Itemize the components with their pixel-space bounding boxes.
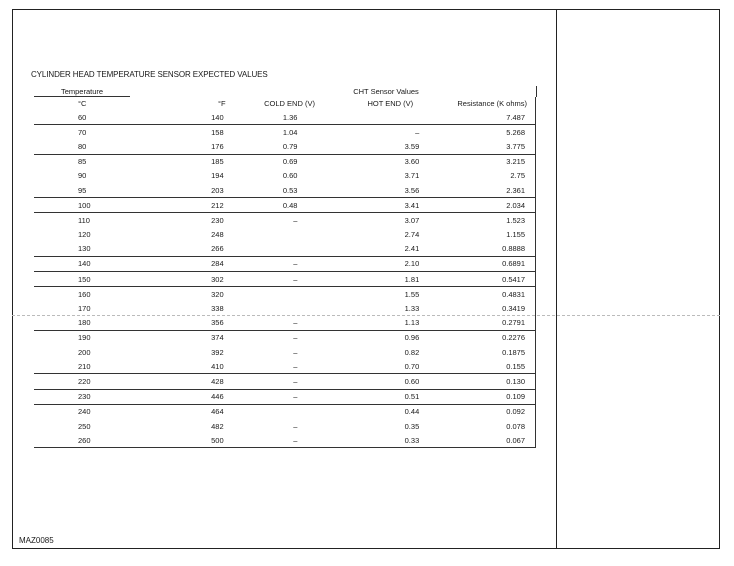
cell-celsius: 85: [78, 157, 87, 167]
cell-fahrenheit: 464: [211, 407, 224, 417]
table-row: [34, 272, 536, 287]
cell-celsius: 140: [78, 259, 91, 269]
cell-celsius: 240: [78, 407, 91, 417]
cell-resistance: 0.155: [506, 361, 526, 371]
cell-cold-end: –: [293, 361, 298, 371]
cell-hot-end: 0.51: [404, 392, 420, 402]
cell-resistance: 0.6891: [502, 259, 526, 269]
cell-hot-end: 0.96: [404, 333, 420, 343]
header-resistance: Resistance (K ohms): [457, 99, 527, 108]
cell-cold-end: –: [293, 376, 298, 386]
header-fahrenheit: °F: [218, 99, 226, 108]
header-cold-end: COLD END (V): [264, 99, 315, 108]
cell-resistance: 0.078: [506, 421, 526, 431]
cell-resistance: 0.130: [506, 376, 526, 386]
cell-fahrenheit: 302: [211, 274, 224, 284]
table-row: [34, 125, 536, 139]
cell-fahrenheit: 176: [211, 141, 224, 151]
cell-cold-end: –: [293, 215, 298, 225]
cell-fahrenheit: 212: [211, 200, 224, 210]
cell-celsius: 70: [78, 127, 87, 137]
cell-hot-end: –: [415, 127, 420, 137]
cell-resistance: 0.2791: [502, 318, 526, 328]
cell-fahrenheit: 230: [211, 215, 224, 225]
cell-celsius: 90: [78, 171, 87, 181]
sensor-values-table: [34, 86, 536, 448]
cell-celsius: 130: [78, 244, 91, 254]
cell-fahrenheit: 284: [211, 259, 224, 269]
cell-resistance: 1.155: [506, 230, 526, 240]
cell-resistance: 0.5417: [502, 274, 526, 284]
cell-resistance: 2.75: [510, 171, 526, 181]
cell-cold-end: –: [293, 259, 298, 269]
cell-fahrenheit: 338: [211, 304, 224, 314]
column-header-row: [34, 97, 536, 110]
cell-hot-end: 0.44: [404, 407, 420, 417]
group-header-row: [34, 86, 536, 97]
cell-celsius: 170: [78, 304, 91, 314]
cell-fahrenheit: 320: [211, 289, 224, 299]
cell-celsius: 210: [78, 361, 91, 371]
column-divider: [556, 9, 557, 549]
cell-hot-end: 0.82: [404, 347, 420, 357]
cell-hot-end: 3.71: [404, 171, 420, 181]
scan-artifact-line: [12, 315, 720, 317]
cell-resistance: 3.215: [506, 157, 526, 167]
cell-celsius: 100: [78, 200, 91, 210]
cell-fahrenheit: 158: [211, 127, 224, 137]
table-row: [34, 390, 536, 405]
cell-hot-end: 1.55: [404, 289, 420, 299]
table-body: [34, 97, 536, 448]
cell-resistance: 0.4831: [502, 289, 526, 299]
cell-cold-end: –: [293, 274, 298, 284]
cell-cold-end: –: [293, 333, 298, 343]
cell-cold-end: 0.79: [282, 141, 298, 151]
cell-celsius: 220: [78, 376, 91, 386]
table-row: [34, 331, 536, 345]
cell-hot-end: 2.41: [404, 244, 420, 254]
table-row: [34, 374, 536, 389]
cell-hot-end: 3.60: [404, 157, 420, 167]
table-row: [34, 405, 536, 419]
cell-fahrenheit: 392: [211, 347, 224, 357]
cell-hot-end: 1.33: [404, 304, 420, 314]
table-row: [34, 359, 536, 374]
cell-celsius: 120: [78, 230, 91, 240]
cell-cold-end: 0.69: [282, 157, 298, 167]
cell-hot-end: 3.41: [404, 200, 420, 210]
cell-cold-end: 0.48: [282, 200, 298, 210]
cell-fahrenheit: 410: [211, 361, 224, 371]
cell-resistance: 0.2276: [502, 333, 526, 343]
cell-hot-end: 2.10: [404, 259, 420, 269]
table-row: [34, 139, 536, 154]
cell-fahrenheit: 428: [211, 376, 224, 386]
cell-resistance: 2.361: [506, 185, 526, 195]
cell-fahrenheit: 482: [211, 421, 224, 431]
cell-resistance: 7.487: [506, 112, 526, 122]
cell-hot-end: 2.74: [404, 230, 420, 240]
table-row: [34, 242, 536, 257]
cell-celsius: 60: [78, 112, 87, 122]
table-row: [34, 287, 536, 301]
cell-fahrenheit: 446: [211, 392, 224, 402]
cell-cold-end: –: [293, 421, 298, 431]
table-row: [34, 183, 536, 198]
cell-celsius: 180: [78, 318, 91, 328]
cell-resistance: 0.067: [506, 435, 526, 445]
cell-cold-end: 0.60: [282, 171, 298, 181]
table-row: [34, 169, 536, 183]
cell-hot-end: 0.60: [404, 376, 420, 386]
cell-celsius: 230: [78, 392, 91, 402]
cell-fahrenheit: 248: [211, 230, 224, 240]
cell-resistance: 0.3419: [502, 304, 526, 314]
cell-celsius: 260: [78, 435, 91, 445]
table-row: [34, 345, 536, 359]
cell-hot-end: 3.07: [404, 215, 420, 225]
cell-cold-end: 1.04: [282, 127, 298, 137]
cell-hot-end: 3.56: [404, 185, 420, 195]
table-row: [34, 419, 536, 433]
cell-resistance: 1.523: [506, 215, 526, 225]
cell-celsius: 110: [78, 215, 90, 225]
sensor-group-header: CHT Sensor Values: [353, 87, 419, 96]
cell-celsius: 200: [78, 347, 91, 357]
cell-cold-end: 0.53: [282, 185, 298, 195]
cell-fahrenheit: 374: [211, 333, 224, 343]
cell-cold-end: –: [293, 435, 298, 445]
cell-celsius: 160: [78, 289, 91, 299]
table-row: [34, 110, 536, 125]
table-row: [34, 228, 536, 242]
table-row: [34, 213, 536, 227]
cell-hot-end: 1.81: [404, 274, 420, 284]
document-title: CYLINDER HEAD TEMPERATURE SENSOR EXPECTED VALUES: [31, 70, 268, 79]
cell-fahrenheit: 356: [211, 318, 224, 328]
cell-fahrenheit: 500: [211, 435, 224, 445]
cell-hot-end: 0.33: [404, 435, 420, 445]
cell-resistance: 3.775: [506, 141, 526, 151]
cell-fahrenheit: 194: [211, 171, 224, 181]
cell-cold-end: –: [293, 392, 298, 402]
cell-hot-end: 0.70: [404, 361, 420, 371]
cell-cold-end: 1.36: [282, 112, 298, 122]
cell-resistance: 0.1875: [502, 347, 526, 357]
table-row: [34, 198, 536, 213]
table-row: [34, 433, 536, 448]
table-right-rule: [536, 86, 537, 97]
table-row: [34, 316, 536, 331]
cell-celsius: 250: [78, 421, 91, 431]
cell-fahrenheit: 185: [211, 157, 224, 167]
table-row: [34, 257, 536, 272]
header-celsius: °C: [78, 99, 87, 108]
table-row: [34, 155, 536, 169]
cell-resistance: 5.268: [506, 127, 526, 137]
cell-celsius: 95: [78, 185, 87, 195]
cell-hot-end: 1.13: [404, 318, 420, 328]
cell-resistance: 2.034: [506, 200, 526, 210]
figure-code: MAZ0085: [19, 536, 54, 545]
cell-resistance: 0.092: [506, 407, 526, 417]
cell-fahrenheit: 203: [211, 185, 224, 195]
cell-fahrenheit: 266: [211, 244, 224, 254]
cell-celsius: 150: [78, 274, 91, 284]
cell-hot-end: 3.59: [404, 141, 420, 151]
cell-resistance: 0.109: [506, 392, 526, 402]
temperature-group-header: Temperature: [60, 87, 104, 96]
cell-celsius: 80: [78, 141, 87, 151]
cell-resistance: 0.8888: [502, 244, 526, 254]
cell-hot-end: 0.35: [404, 421, 420, 431]
cell-fahrenheit: 140: [211, 112, 224, 122]
cell-cold-end: –: [293, 347, 298, 357]
cell-cold-end: –: [293, 318, 298, 328]
table-row: [34, 301, 536, 315]
header-hot-end: HOT END (V): [367, 99, 414, 108]
cell-celsius: 190: [78, 333, 91, 343]
